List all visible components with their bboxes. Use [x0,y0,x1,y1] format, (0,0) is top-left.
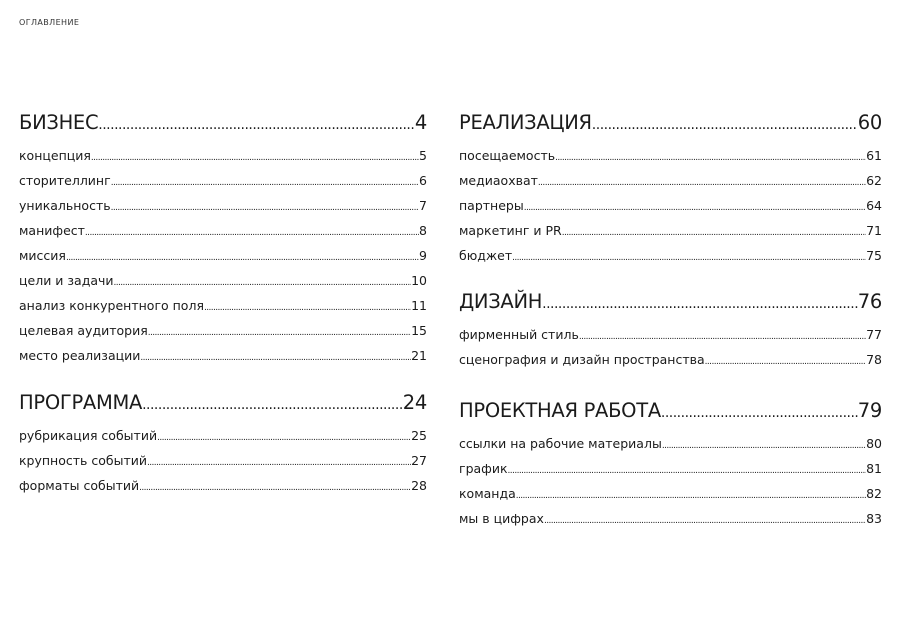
toc-item[interactable] [19,268,427,293]
leader-dots [508,456,867,481]
item-page: 8 [419,223,427,238]
item-page: 25 [411,428,427,443]
section-heading[interactable] [19,390,427,416]
toc-item[interactable] [459,322,882,347]
toc-item[interactable] [459,347,882,372]
toc-section-programma [19,390,427,498]
toc-item[interactable] [459,431,882,456]
item-label: мы в цифрах [459,511,544,526]
item-label: ссылки на рабочие материалы [459,436,662,451]
item-label: место реализации [19,348,141,363]
toc-item[interactable] [459,143,882,168]
item-page: 7 [419,198,427,213]
toc-item[interactable] [19,423,427,448]
toc-section-biznes [19,110,427,368]
section-title: БИЗНЕС [19,111,99,134]
item-label: целевая аудитория [19,323,148,338]
leader-dots [516,481,866,506]
leader-dots [147,448,411,473]
toc-item[interactable] [19,243,427,268]
item-page: 9 [419,248,427,263]
leader-dots [111,193,419,218]
section-title: ДИЗАЙН [459,290,543,313]
section-page: 24 [402,391,427,414]
item-page: 61 [866,148,882,163]
leader-dots [204,293,411,318]
toc-section-proektnaya [459,398,882,531]
item-page: 62 [866,173,882,188]
item-page: 6 [419,173,427,188]
section-heading[interactable] [459,398,882,424]
section-heading[interactable] [459,289,882,315]
toc-item[interactable] [459,168,882,193]
toc-item[interactable] [19,473,427,498]
item-label: анализ конкурентного поля [19,298,204,313]
item-page: 64 [866,198,882,213]
page-header: ОГЛАВЛЕНИЕ [19,18,80,27]
toc-section-realizaciya [459,110,882,268]
item-label: маркетинг и PR [459,223,562,238]
toc-item[interactable] [19,218,427,243]
item-label: форматы событий [19,478,140,493]
leader-dots [592,112,858,136]
leader-dots [157,423,411,448]
leader-dots [524,193,866,218]
item-label: цели и задачи [19,273,114,288]
item-label: миссия [19,248,66,263]
item-page: 75 [866,248,882,263]
leader-dots [544,506,866,531]
toc-item[interactable] [19,318,427,343]
item-label: посещаемость [459,148,556,163]
toc-item[interactable] [459,456,882,481]
leader-dots [661,400,858,424]
toc-item[interactable] [459,218,882,243]
item-label: график [459,461,508,476]
item-label: фирменный стиль [459,327,579,342]
item-label: партнеры [459,198,524,213]
item-label: манифест [19,223,85,238]
leader-dots [538,168,866,193]
leader-dots [114,268,412,293]
leader-dots [142,392,403,416]
item-label: сценография и дизайн пространства [459,352,705,367]
item-label: медиаохват [459,173,538,188]
section-heading[interactable] [19,110,427,136]
toc-item[interactable] [459,506,882,531]
item-page: 28 [411,478,427,493]
item-page: 83 [866,511,882,526]
toc-item[interactable] [459,481,882,506]
section-title: РЕАЛИЗАЦИЯ [459,111,592,134]
item-label: команда [459,486,516,501]
leader-dots [139,473,411,498]
item-page: 11 [411,298,427,313]
toc-item[interactable] [19,343,427,368]
leader-dots [512,243,866,268]
item-label: бюджет [459,248,513,263]
section-page: 60 [857,111,882,134]
item-page: 27 [411,453,427,468]
section-page: 76 [857,290,882,313]
leader-dots [562,218,866,243]
toc-item[interactable] [19,143,427,168]
item-page: 78 [866,352,882,367]
section-page: 79 [857,399,882,422]
item-page: 21 [411,348,427,363]
leader-dots [98,112,415,136]
toc-item[interactable] [459,243,882,268]
item-page: 5 [419,148,427,163]
leader-dots [542,291,858,315]
toc-item[interactable] [459,193,882,218]
section-heading[interactable] [459,110,882,136]
toc-item[interactable] [19,448,427,473]
item-page: 10 [411,273,427,288]
item-label: концепция [19,148,91,163]
item-label: рубрикация событий [19,428,158,443]
item-label: крупность событий [19,453,147,468]
toc-section-dizain [459,289,882,372]
item-page: 80 [866,436,882,451]
toc-item[interactable] [19,168,427,193]
item-page: 82 [866,486,882,501]
leader-dots [91,143,419,168]
leader-dots [111,168,419,193]
leader-dots [66,243,419,268]
item-page: 71 [866,223,882,238]
item-page: 77 [866,327,882,342]
leader-dots [140,343,411,368]
item-label: сторителлинг [19,173,111,188]
leader-dots [705,347,866,372]
leader-dots [662,431,866,456]
toc-item[interactable] [19,293,427,318]
leader-dots [579,322,866,347]
leader-dots [555,143,866,168]
leader-dots [85,218,419,243]
item-page: 81 [866,461,882,476]
section-page: 4 [414,111,427,134]
section-title: ПРОЕКТНАЯ РАБОТА [459,399,661,422]
section-title: ПРОГРАММА [19,391,143,414]
item-label: уникальность [19,198,111,213]
toc-item[interactable] [19,193,427,218]
leader-dots [148,318,411,343]
item-page: 15 [411,323,427,338]
